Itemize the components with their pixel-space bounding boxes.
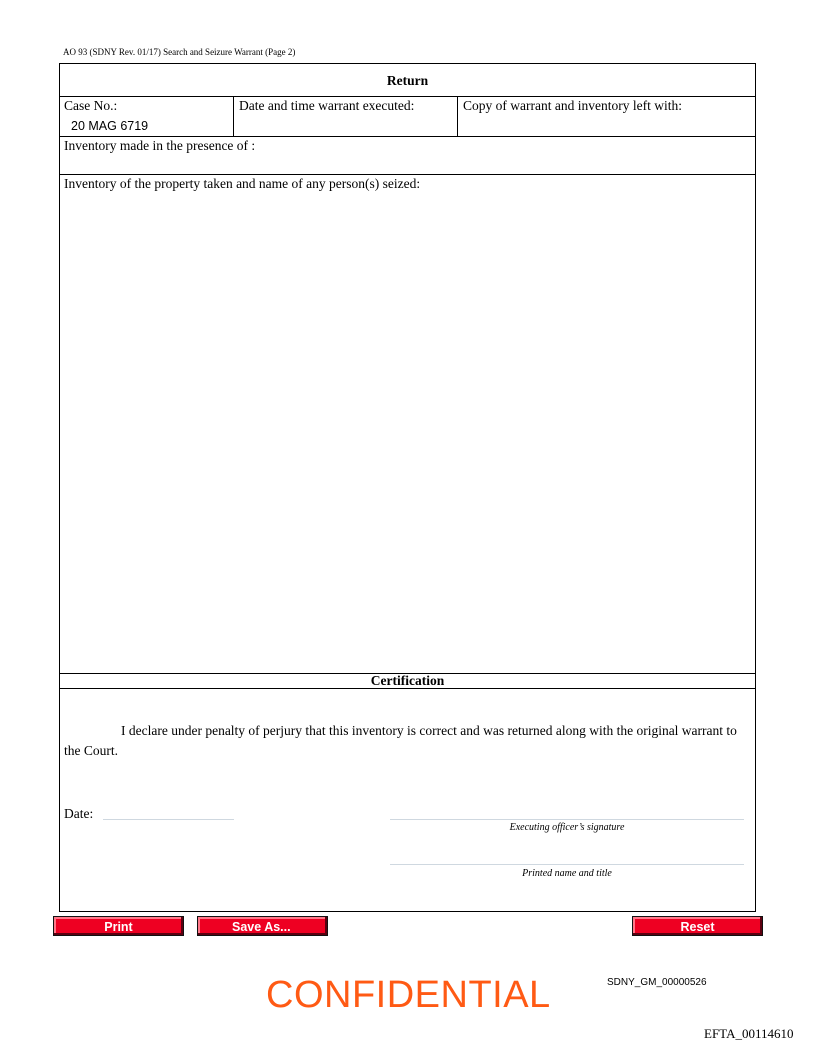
warrant-return-form (59, 63, 756, 912)
presence-field[interactable] (64, 156, 752, 172)
print-button[interactable]: Print (53, 916, 184, 936)
signature-caption: Executing officer’s signature (509, 822, 625, 833)
reset-button[interactable]: Reset (632, 916, 763, 936)
inventory-label: Inventory of the property taken and name of any person(s) seized: (64, 176, 421, 191)
case-no-label: Case No.: (64, 98, 118, 113)
printed-name-line[interactable] (390, 864, 744, 865)
date-field[interactable] (103, 819, 234, 820)
printed-name-caption: Printed name and title (522, 868, 612, 879)
copy-left-with-label: Copy of warrant and inventory left with: (463, 98, 682, 113)
signature-line[interactable] (390, 819, 744, 820)
confidential-stamp: CONFIDENTIAL (266, 974, 551, 1016)
save-as-button[interactable]: Save As... (197, 916, 328, 936)
date-label: Date: (64, 806, 94, 821)
bates-number: SDNY_GM_00000526 (607, 977, 707, 988)
efta-number: EFTA_00114610 (704, 1026, 794, 1041)
presence-label: Inventory made in the presence of : (64, 138, 256, 153)
inventory-field[interactable] (64, 196, 752, 666)
date-time-executed-field[interactable] (238, 116, 452, 134)
return-title: Return (386, 73, 429, 88)
certification-title: Certification (370, 673, 445, 688)
copy-left-with-field[interactable] (462, 116, 752, 134)
declaration-text: I declare under penalty of perjury that this inventory is correct and was returned along with the original warrant to the Court. (64, 723, 737, 758)
form-id-header: AO 93 (SDNY Rev. 01/17) Search and Seizure Warrant (Page 2) (63, 47, 296, 57)
date-time-executed-label: Date and time warrant executed: (239, 98, 415, 113)
case-no-field[interactable]: 20 MAG 6719 (71, 119, 149, 133)
